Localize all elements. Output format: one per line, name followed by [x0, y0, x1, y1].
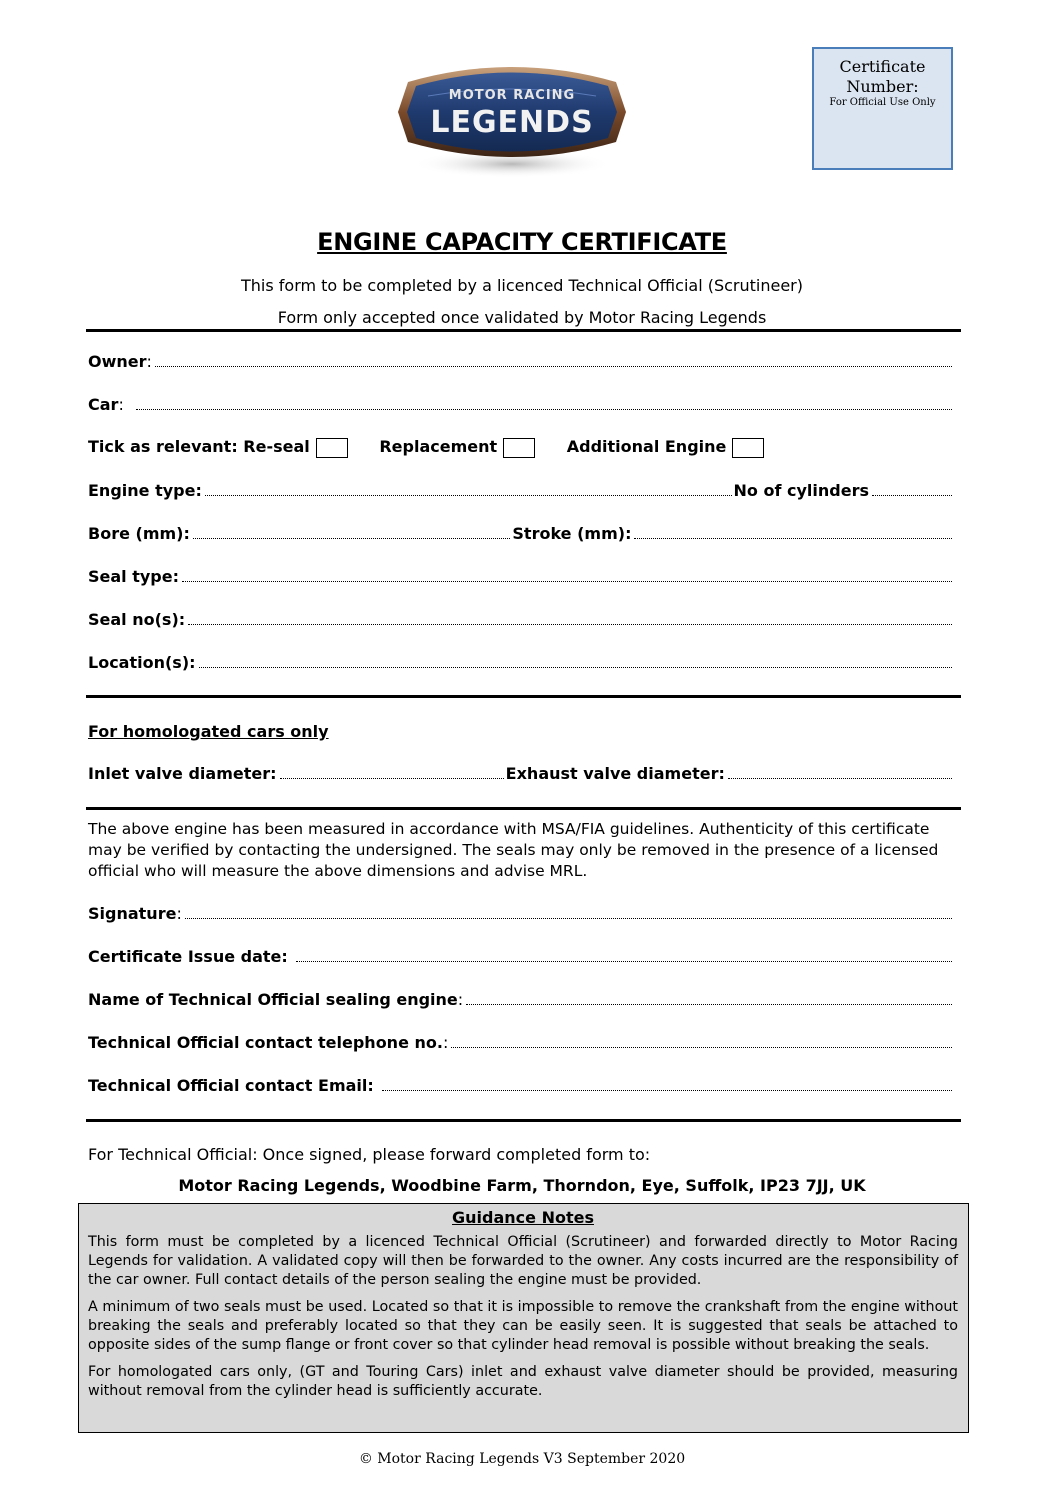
inlet-label: Inlet valve diameter: [88, 764, 277, 783]
postal-address: Motor Racing Legends, Woodbine Farm, Thorndon, Eye, Suffolk, IP23 7JJ, UK [178, 1176, 866, 1195]
subtitle-2: Form only accepted once validated by Motor Racing Legends [277, 308, 767, 327]
location-label: Location(s): [88, 653, 196, 672]
forward-instructions: For Technical Official: Once signed, please forward completed form to: [88, 1145, 651, 1164]
valve-diameter-field[interactable] [88, 764, 954, 784]
location-field[interactable] [88, 653, 954, 673]
owner-label: Owner [88, 352, 147, 371]
guidance-paragraph-3: For homologated cars only, (GT and Touring Cars) inlet and exhaust valve diameter should be provided, measuring without removal from the cylinder head is sufficiently accurate. [88, 1364, 958, 1399]
cert-box-note: For Official Use Only [829, 97, 936, 108]
location-input-line[interactable] [199, 666, 952, 668]
stroke-input-line[interactable] [634, 537, 952, 539]
seal-no-label: Seal no(s): [88, 610, 186, 629]
no-cylinders-input-line[interactable] [872, 494, 952, 496]
certificate-number-box[interactable] [812, 47, 953, 170]
guidance-paragraph-2: A minimum of two seals must be used. Located so that it is impossible to remove the crankshaft from the engine without breaking the seals and preferably located so that they can be easily seen. It is suggested that seals be attached to opposite sides of the sump flange or front cover so that cylinder head removal is possible without breaking the seals. [88, 1299, 958, 1353]
official-phone-label: Technical Official contact telephone no. [88, 1033, 443, 1052]
cert-box-label: Certificate Number: [839, 57, 926, 96]
homologated-heading: For homologated cars only [88, 722, 329, 741]
subtitle-1: This form to be completed by a licenced Technical Official (Scrutineer) [240, 276, 803, 295]
signature-label: Signature [88, 904, 177, 923]
seal-no-input-line[interactable] [188, 623, 952, 625]
official-name-label: Name of Technical Official sealing engine [88, 990, 458, 1009]
stroke-label: Stroke (mm): [512, 524, 632, 543]
reseal-label: Tick as relevant: Re-seal [88, 437, 310, 456]
logo-text-top: MOTOR RACING [448, 88, 576, 103]
seal-no-field[interactable] [88, 610, 954, 630]
issue-date-field[interactable] [88, 947, 954, 967]
car-input-line[interactable] [136, 408, 952, 410]
bore-label: Bore (mm): [88, 524, 190, 543]
logo-text-main: LEGENDS [430, 105, 594, 140]
car-field[interactable]: Car : [88, 395, 954, 415]
seal-type-input-line[interactable] [182, 580, 952, 582]
official-email-label: Technical Official contact Email: [88, 1076, 374, 1095]
engine-type-field[interactable] [88, 481, 954, 501]
reseal-checkbox[interactable] [316, 438, 348, 458]
tick-row [88, 437, 790, 458]
exhaust-input-line[interactable] [728, 777, 952, 779]
inlet-input-line[interactable] [280, 777, 504, 779]
signature-input-line[interactable] [185, 917, 952, 919]
official-phone-input-line[interactable] [451, 1046, 952, 1048]
bore-stroke-field[interactable] [88, 524, 954, 544]
no-cylinders-label: No of cylinders [733, 481, 869, 500]
guidance-title: Guidance Notes [452, 1208, 594, 1227]
official-email-input-line[interactable] [382, 1089, 952, 1091]
guidance-paragraph-1: This form must be completed by a licenced Technical Official (Scrutineer) and forwarded directly to Motor Racing Legends for validation. A validated copy will then be forwarded to the owner. Any costs incurred are the responsibility of the car owner. Full contact details of the person sealing the engine must be provided. [88, 1234, 958, 1288]
issue-date-label: Certificate Issue date: [88, 947, 288, 966]
footer-copyright: © Motor Racing Legends V3 September 2020 [358, 1451, 686, 1467]
additional-engine-checkbox[interactable] [732, 438, 764, 458]
car-label: Car [88, 395, 119, 414]
guidance-notes-box [78, 1203, 969, 1433]
motor-racing-legends-logo [388, 52, 636, 180]
official-name-field[interactable]: Name of Technical Official sealing engine : [88, 990, 954, 1010]
official-phone-field[interactable]: Technical Official contact telephone no. : [88, 1033, 954, 1053]
divider [86, 329, 961, 332]
engine-type-label: Engine type: [88, 481, 202, 500]
bore-input-line[interactable] [193, 537, 511, 539]
divider [86, 695, 961, 698]
additional-engine-label: Additional Engine [566, 437, 727, 456]
seal-type-field[interactable] [88, 567, 954, 587]
divider [86, 807, 961, 810]
owner-field[interactable]: Owner : [88, 352, 954, 372]
engine-type-input-line[interactable] [205, 494, 732, 496]
declaration-text: The above engine has been measured in accordance with MSA/FIA guidelines. Authenticity of this certificate may be verified by contacting the undersigned. The seals may only be removed in the presence of a licensed official who will measure the above dimensions and advise MRL. [88, 820, 939, 880]
official-email-field[interactable] [88, 1076, 954, 1096]
issue-date-input-line[interactable] [296, 960, 952, 962]
owner-input-line[interactable] [155, 365, 952, 367]
seal-type-label: Seal type: [88, 567, 180, 586]
replacement-label: Replacement [379, 437, 498, 456]
replacement-checkbox[interactable] [503, 438, 535, 458]
signature-field[interactable]: Signature : [88, 904, 954, 924]
divider [86, 1119, 961, 1122]
exhaust-label: Exhaust valve diameter: [505, 764, 725, 783]
page-title: ENGINE CAPACITY CERTIFICATE [317, 228, 727, 256]
official-name-input-line[interactable] [466, 1003, 952, 1005]
